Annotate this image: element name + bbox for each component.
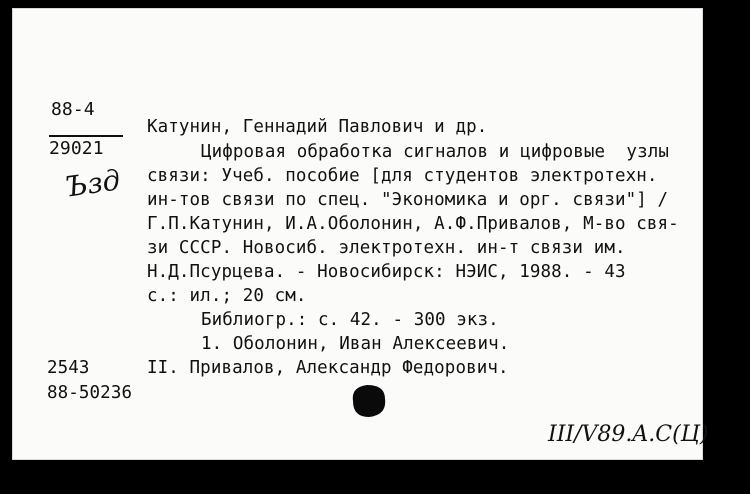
bibliography-note: Библиогр.: с. 42. - 300 экз. [201, 310, 499, 330]
authors-line: Г.П.Катунин, И.А.Оболонин, А.Ф.Привалов, М-во свя- [147, 214, 679, 234]
handwritten-mark: Ъзд [62, 163, 123, 204]
publisher-line-1: зи СССР. Новосиб. электротехн. ин-т связи им. [147, 238, 626, 258]
title-line-2: связи: Учеб. пособие [для студентов электротехн. [147, 166, 658, 186]
added-entry-2: II. Привалов, Александр Федорович. [147, 358, 509, 378]
call-number-top: 2543 [47, 358, 90, 378]
call-number-bottom: 88-50236 [47, 383, 133, 403]
classification-number: 88-4 [51, 99, 95, 120]
publisher-line-2: Н.Д.Псурцева. - Новосибирск: НЭИС, 1988. - 43 [147, 262, 626, 282]
title-line-3: ин-тов связи по спец. "Экономика и орг. связи"] / [147, 190, 669, 210]
physical-description: с.: ил.; 20 см. [147, 286, 307, 306]
inventory-number: 29021 [49, 138, 104, 159]
catalog-card [12, 8, 709, 460]
ink-blot [345, 381, 391, 421]
added-entry-1: 1. Оболонин, Иван Алексеевич. [201, 334, 510, 354]
handwritten-shelf-code: III/V89.A.C(Ц) [548, 422, 709, 447]
title-line-1: Цифровая обработка сигналов и цифровые узлы [201, 142, 669, 162]
author-heading: Катунин, Геннадий Павлович и др. [147, 117, 488, 137]
